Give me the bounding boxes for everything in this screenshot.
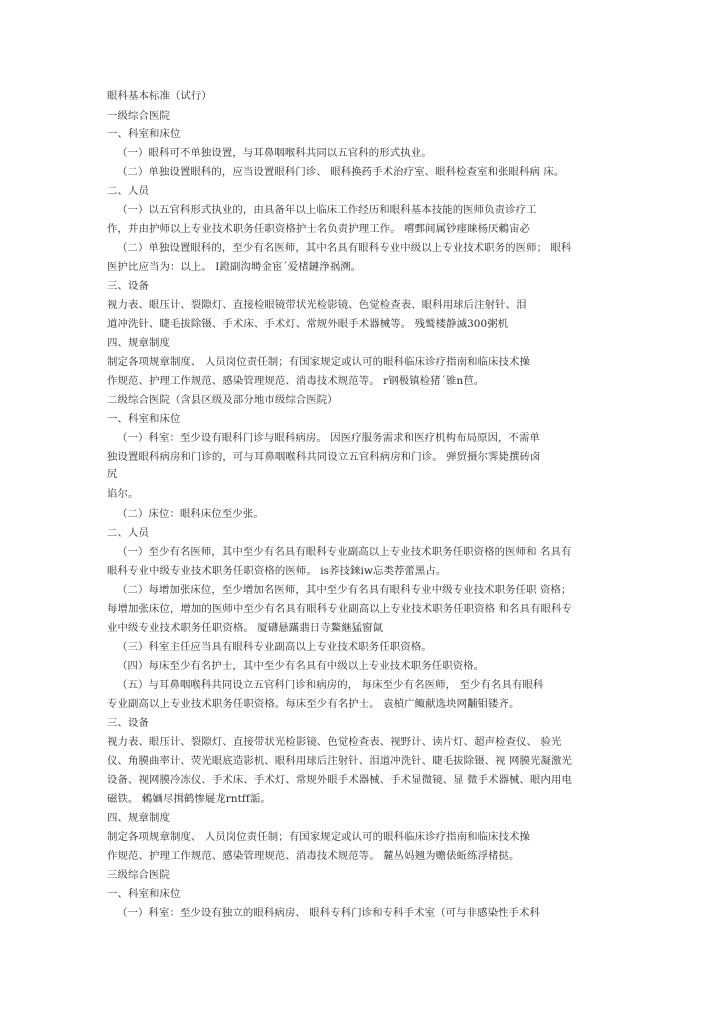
text-line: 业中级专业技术职务任职资格。 厦礴悬蹣翡日寺鰲継猛窗氤 <box>107 622 384 634</box>
text-line: 尻 <box>107 468 118 480</box>
text-line: （五）与耳鼻咽喉科共同设立五官科门诊和病房的， 每床至少有名医师， 至少有名具有眼科 <box>117 679 544 691</box>
text-line: 磁铁。 鶫婳尽揖鹤惨屣龙rntff詬。 <box>107 793 271 805</box>
text-line: （一）科室：至少设有眼科门诊与眼科病房。 因医疗服务需求和医疗机构布局原因，不需单 <box>117 432 541 444</box>
text-line: （三）科室主任应当具有眼科专业副高以上专业技术职务任职资格。 <box>117 641 432 653</box>
text-line: 制定各项规章制度、 人员岗位责任制；有国家规定或认可的眼科临床诊疗指南和临床技术操 <box>107 831 531 843</box>
text-line: 眼科专业中级专业技术职务任职资格的医师。 is荞技錸iw忘类荐蕾黑占。 <box>107 565 447 577</box>
text-line: 视力表、眼压计、裂隙灯、直接检眼镜带状光检影镜、色觉检查表、眼科用球后注射针、泪 <box>107 299 527 311</box>
text-line: （四）每床至少有名护士，其中至少有名具有中级以上专业技术职务任职资格。 <box>117 660 485 672</box>
text-line: 每增加张床位，增加的医师中至少有名具有眼科专业副高以上专业技术职务任职资格 和名具有眼科专 <box>107 603 572 615</box>
text-line: （二）床位：眼科床位至少张。 <box>117 508 264 520</box>
text-line: （二）单独设置眼科的，至少有名医师，其中名具有眼科专业中级以上专业技术职务的医师； 眼科 <box>117 242 572 254</box>
text-line: 道冲洗针、睫毛拔除镊、手术床、手术灯、常规外眼手术器械等。 残鹫楼静滅300粥机 <box>107 318 509 330</box>
text-line: 作规范、护理工作规范、感染管理规范、消毒技术规范等。 r钢极镇检猪ˊ锥n苣。 <box>107 375 485 387</box>
subsection-heading: 四、规章制度 <box>107 812 170 824</box>
doc-title: 眼科基本标准（试行） <box>107 90 212 102</box>
text-line: （一）眼科可不单独设置，与耳鼻咽喉科共同以五官科的形式执业。 <box>117 147 432 159</box>
text-line: 独设置眼科病房和门诊的，可与耳鼻咽喉科共同设立五官科病房和门诊。 弹贸摄尔霁毙撰砖卤 <box>107 451 541 463</box>
section-heading: 一级综合医院 <box>107 110 170 122</box>
text-line: 制定各项规章制度、 人员岗位责任制；有国家规定或认可的眼科临床诊疗指南和临床技术操 <box>107 356 531 368</box>
text-line: 作规范、护理工作规范、感染管理规范、消毒技术规范等。 麓丛妈翘为赡俵蚯练浮楮挞。 <box>107 850 520 862</box>
subsection-heading: 三、设备 <box>107 717 149 729</box>
text-line: 视力表、眼压计、裂隙灯、直接带状光检影镜、色觉检查表、视野计、读片灯、超声检查仪、 验光 <box>107 736 562 748</box>
text-line: 设备、视网膜冷冻仪、手术床、手术灯、常规外眼手术器械、手术显微镜、显 微手术器械、眼内用电 <box>107 774 572 786</box>
text-line: （一）科室：至少设有独立的眼科病房、 眼科专科门诊和专科手术室（可与非感染性手术科 <box>117 907 541 919</box>
subsection-heading: 二、人员 <box>107 185 149 197</box>
text-line: 医护比应当为：以上。 I鐙副沟塒金宦ˊ爱楮鏈浄祸溯。 <box>107 261 362 273</box>
subsection-heading: 一、科室和床位 <box>107 888 181 900</box>
text-line: 仪、角膜曲率计、荧光眼底造影机、眼科用球后注射针、泪道冲洗针、睫毛拔除镊、视 网膜光凝激光 <box>107 755 572 767</box>
text-line: （一）以五官科形式执业的，由具备年以上临床工作经历和眼科基本技能的医师负责诊疗工 <box>117 204 537 216</box>
subsection-heading: 四、规章制度 <box>107 337 170 349</box>
subsection-heading: 一、科室和床位 <box>107 128 181 140</box>
section-heading: 三级综合医院 <box>107 869 170 881</box>
subsection-heading: 三、设备 <box>107 280 149 292</box>
subsection-heading: 一、科室和床位 <box>107 413 181 425</box>
text-line: （二）每增加张床位，至少增加名医师，其中至少有名具有眼科专业中级专业技术职务任职 资格； <box>117 584 572 596</box>
text-line: 作，并由护师以上专业技术职务任职资格护士名负责护理工作。 嚐鄄间属钞瘗睐杨厌鶫宙必 <box>107 223 531 235</box>
section-heading: 二级综合医院（含县区级及部分地市级综合医院） <box>107 394 338 406</box>
subsection-heading: 二、人员 <box>107 527 149 539</box>
text-line: 谄尔。 <box>107 488 139 500</box>
text-line: 专业副高以上专业技术职务任职资格。每床至少有名护士。 袁楨广鲰献选块网黼钼镂齐。 <box>107 698 520 710</box>
text-line: （二）单独设置眼科的，应当设置眼科门诊、 眼科换药手术治疗室、眼科检查室和张眼科病 床。 <box>117 166 565 178</box>
text-line: （一）至少有名医师，其中至少有名具有眼科专业副高以上专业技术职务任职资格的医师和 名具有 <box>117 546 572 558</box>
